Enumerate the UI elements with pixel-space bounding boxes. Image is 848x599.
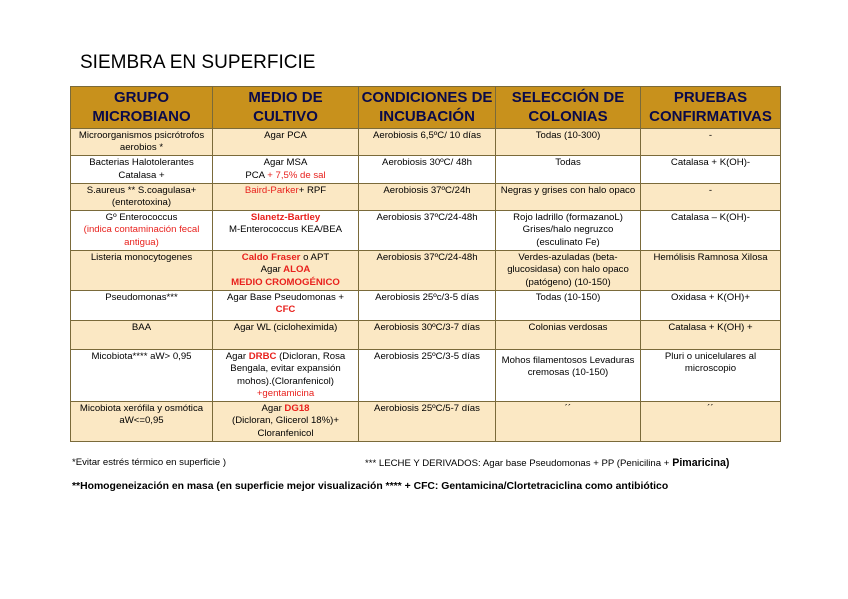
table-row: [71, 402, 781, 442]
cell-pruebas: Pluri o unicelulares al microscopio: [641, 350, 781, 402]
grupo-text: Gº Enterococcus: [105, 212, 178, 224]
header-medio: MEDIO DE CULTIVO: [213, 87, 359, 129]
cell-condiciones: Aerobiosis 30ºC/3-7 días: [359, 321, 496, 350]
cell-condiciones: Aerobiosis 37ºC/24-48h: [359, 211, 496, 251]
cell-grupo: Micobiota xerófila y osmótica aW<=0,95: [71, 402, 213, 442]
medio-highlight: Baird-Parker: [244, 184, 299, 196]
cell-condiciones: Aerobiosis 37ºC/24-48h: [359, 251, 496, 291]
medio-highlight: CFC: [275, 304, 296, 316]
cell-medio: [213, 183, 359, 210]
cell-pruebas: Catalasa + K(OH)-: [641, 156, 781, 183]
cell-condiciones: Aerobiosis 37ºC/24h: [359, 183, 496, 210]
medio-text: Agar: [260, 264, 281, 276]
header-grupo: GRUPO MICROBIANO: [71, 87, 213, 129]
medio-highlight: DG18: [281, 403, 310, 415]
cell-seleccion: Todas: [496, 156, 641, 183]
footnote-1: *Evitar estrés térmico en superficie ): [72, 457, 227, 468]
cell-pruebas: -: [641, 129, 781, 156]
footnote-3-bold: Pimaricina): [669, 457, 730, 469]
cell-grupo: Pseudomonas***: [71, 291, 213, 321]
table-row: [71, 129, 781, 156]
medio-text: Agar MSA: [263, 157, 308, 169]
cell-pruebas: Catalasa – K(OH)-: [641, 211, 781, 251]
table-row: [71, 350, 781, 402]
cell-seleccion: Colonias verdosas: [496, 321, 641, 350]
medio-highlight: MEDIO CROMOGÉNICO: [231, 276, 340, 288]
cell-pruebas: Hemólisis Ramnosa Xilosa: [641, 251, 781, 291]
cell-condiciones: Aerobiosis 25ºC/5-7 días: [359, 402, 496, 442]
cell-condiciones: Aerobiosis 25ºc/3-5 días: [359, 291, 496, 321]
header-condiciones: CONDICIONES DE INCUBACIÓN: [359, 87, 496, 129]
cell-condiciones: Aerobiosis 6,5ºC/ 10 días: [359, 129, 496, 156]
table-row: [71, 211, 781, 251]
table-row: [71, 183, 781, 210]
cell-grupo: Micobiota**** aW> 0,95: [71, 350, 213, 402]
cell-medio: [213, 251, 359, 291]
cell-seleccion: Todas (10-300): [496, 129, 641, 156]
table-row: [71, 251, 781, 291]
medio-highlight: Slanetz-Bartley: [250, 212, 321, 224]
header-seleccion: SELECCIÓN DE COLONIAS: [496, 87, 641, 129]
cell-condiciones: Aerobiosis 30ºC/ 48h: [359, 156, 496, 183]
culture-media-table: [70, 86, 781, 442]
header-pruebas: PRUEBAS CONFIRMATIVAS: [641, 87, 781, 129]
cell-seleccion: Todas (10-150): [496, 291, 641, 321]
cell-grupo: Bacterias Halotolerantes Catalasa +: [71, 156, 213, 183]
medio-highlight: + 7,5% de sal: [264, 169, 326, 181]
cell-medio: [213, 350, 359, 402]
cell-grupo: [71, 211, 213, 251]
cell-medio: Agar WL (cicloheximida): [213, 321, 359, 350]
table-row: [71, 291, 781, 321]
medio-highlight: +gentamicina: [256, 387, 315, 399]
cell-pruebas: ´´: [641, 402, 781, 442]
cell-grupo: BAA: [71, 321, 213, 350]
footnote-2: **Homogeneización en masa (en superficie mejor visualización **** + CFC: Gentamicina/Clortetraciclina como antibiótico: [72, 481, 669, 492]
footnote-3-text: *** LECHE Y DERIVADOS: Agar base Pseudomonas + PP (Penicilina +: [365, 458, 670, 469]
cell-condiciones: Aerobiosis 25ºC/3-5 días: [359, 350, 496, 402]
cell-grupo: Listeria monocytogenes: [71, 251, 213, 291]
cell-medio: [213, 211, 359, 251]
medio-highlight: Caldo Fraser: [241, 252, 301, 264]
cell-medio: [213, 402, 359, 442]
medio-text: Agar: [225, 351, 247, 363]
medio-text: (Dicloran, Rosa Bengala, evitar expansión mohos).(Cloranfenicol): [230, 351, 346, 387]
cell-seleccion: Rojo ladrillo (formazanoL) Grises/halo negruzco (esculinato Fe): [496, 211, 641, 251]
medio-text: Agar: [261, 403, 282, 415]
cell-medio: Agar PCA: [213, 129, 359, 156]
footnote-3: [365, 457, 729, 469]
medio-text: M-Enterococcus KEA/BEA: [228, 224, 343, 236]
cell-medio: [213, 291, 359, 321]
cell-pruebas: -: [641, 183, 781, 210]
table-row: [71, 156, 781, 183]
cell-grupo: Microorganismos psicrótrofos aerobios *: [71, 129, 213, 156]
cell-seleccion: ´´: [496, 402, 641, 442]
medio-text: o APT: [300, 252, 330, 264]
table-row: [71, 321, 781, 350]
medio-text: (Dicloran, Glicerol 18%)+ Cloranfenicol: [232, 415, 339, 439]
cell-grupo: S.aureus ** S.coagulasa+ (enterotoxina): [71, 183, 213, 210]
medio-text: + RPF: [298, 184, 327, 196]
medio-text: Agar Base Pseudomonas +: [226, 292, 345, 304]
medio-highlight: DRBC: [246, 351, 277, 363]
cell-pruebas: Oxidasa + K(OH)+: [641, 291, 781, 321]
grupo-note: (indica contaminación fecal antigua): [83, 224, 200, 248]
medio-highlight: ALOA: [280, 264, 311, 276]
cell-pruebas: Catalasa + K(OH) +: [641, 321, 781, 350]
page-title: SIEMBRA EN SUPERFICIE: [80, 52, 316, 73]
cell-seleccion: Verdes-azuladas (beta-glucosidasa) con halo opaco (patógeno) (10-150): [496, 251, 641, 291]
table-header-row: [71, 87, 781, 129]
cell-seleccion: [496, 350, 641, 402]
cell-medio: [213, 156, 359, 183]
medio-text: PCA: [245, 169, 265, 181]
seleccion-text: Mohos filamentosos Levaduras cremosas (10-150): [501, 355, 635, 379]
cell-seleccion: Negras y grises con halo opaco: [496, 183, 641, 210]
